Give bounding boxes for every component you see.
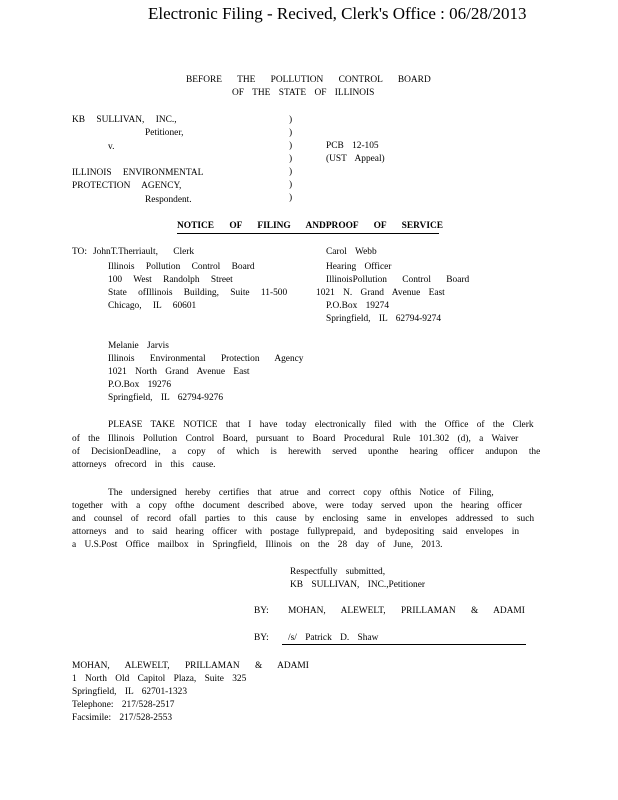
paragraph2-line-4: attorneys and to said hearing officer with postage fullyprepaid, and bydepositing said envelopes in [72,527,520,537]
party: KB SULLIVAN, INC.,Petitioner [290,580,425,590]
paragraph1-line-1: PLEASE TAKE NOTICE that I have today electronically filed with the Office of the Clerk [108,420,534,430]
respondent-role: Respondent. [145,195,192,205]
footer-firm-line-2: 1 North Old Capitol Plaza, Suite 325 [72,674,247,684]
recipient-right-line-5: P.O.Box 19274 [326,301,390,311]
footer-facsimile: Facsimile: 217/528-2553 [72,713,173,723]
recipient-bottom-line-3: 1021 North Grand Avenue East [108,367,250,377]
recipient-bottom-line-1: Melanie Jarvis [108,341,169,351]
case-type: (UST Appeal) [326,154,385,164]
paren-6: ) [289,180,293,190]
paren-2: ) [289,128,293,138]
paren-7: ) [289,193,293,203]
notice-title: NOTICE OF FILING ANDPROOF OF SERVICE [177,221,443,231]
recipient-left-line-1: JohnT.Therriault, Clerk [93,247,195,257]
signer: /s/ Patrick D. Shaw [288,633,379,643]
closing: Respectfully submitted, [290,567,386,577]
recipient-right-line-1: Carol Webb [326,247,377,257]
notice-title-underline [177,233,439,234]
signature-line [282,644,526,645]
footer-firm-line-1: MOHAN, ALEWELT, PRILLAMAN & ADAMI [72,661,309,671]
paragraph2-line-2: together with a copy ofthe document described above, were today served upon the hearing officer [72,501,523,511]
recipient-left-line-2: Illinois Pollution Control Board [108,262,255,272]
petitioner-name: KB SULLIVAN, INC., [72,115,177,125]
recipient-left-line-4: State ofIllinois Building, Suite 11-500 [108,288,288,298]
recipient-bottom-line-2: Illinois Environmental Protection Agency [108,354,304,364]
paragraph2-line-3: and counsel of record ofall parties to this cause by enclosing same in envelopes addressed to such [72,514,535,524]
respondent-line-1: ILLINOIS ENVIRONMENTAL [72,168,204,178]
by-label-1: BY: [254,606,269,616]
paren-4: ) [289,154,293,164]
recipient-left-line-3: 100 West Randolph Street [108,275,233,285]
respondent-line-2: PROTECTION AGENCY, [72,181,182,191]
caption-line-2: OF THE STATE OF ILLINOIS [232,88,375,98]
petitioner-role: Petitioner, [145,128,184,138]
paragraph2-line-1: The undersigned hereby certifies that atrue and correct copy ofthis Notice of Filing, [108,488,494,498]
recipient-right-line-3: IllinoisPollution Control Board [326,275,470,285]
paren-5: ) [289,167,293,177]
pcb-number: PCB 12-105 [326,141,379,151]
recipient-left-line-5: Chicago, IL 60601 [108,301,197,311]
paren-1: ) [289,115,293,125]
recipient-right-line-4: 1021 N. Grand Avenue East [316,288,445,298]
paren-3: ) [289,141,293,151]
footer-firm-line-3: Springfield, IL 62701-1323 [72,687,188,697]
filing-header: Electronic Filing - Recived, Clerk's Office : 06/28/2013 [148,4,527,23]
paragraph1-line-3: of DecisionDeadline, a copy of which is herewith served uponthe hearing officer andupon the [72,447,541,457]
firm-name: MOHAN, ALEWELT, PRILLAMAN & ADAMI [288,606,525,616]
by-label-2: BY: [254,633,269,643]
to-label: TO: [72,247,87,257]
footer-telephone: Telephone: 217/528-2517 [72,700,175,710]
recipient-right-line-2: Hearing Officer [326,262,392,272]
paragraph1-line-2: of the Illinois Pollution Control Board, pursuant to Board Procedural Rule 101.302 (d), a Waiver [72,434,519,444]
caption-line-1: BEFORE THE POLLUTION CONTROL BOARD [186,75,431,85]
paragraph1-line-4: attorneys ofrecord in this cause. [72,460,216,470]
recipient-bottom-line-4: P.O.Box 19276 [108,380,172,390]
versus: v. [108,142,115,152]
recipient-right-line-6: Springfield, IL 62794-9274 [326,314,442,324]
recipient-bottom-line-5: Springfield, IL 62794-9276 [108,393,224,403]
paragraph2-line-5: a U.S.Post Office mailbox in Springfield, Illinois on the 28 day of June, 2013. [72,540,443,550]
